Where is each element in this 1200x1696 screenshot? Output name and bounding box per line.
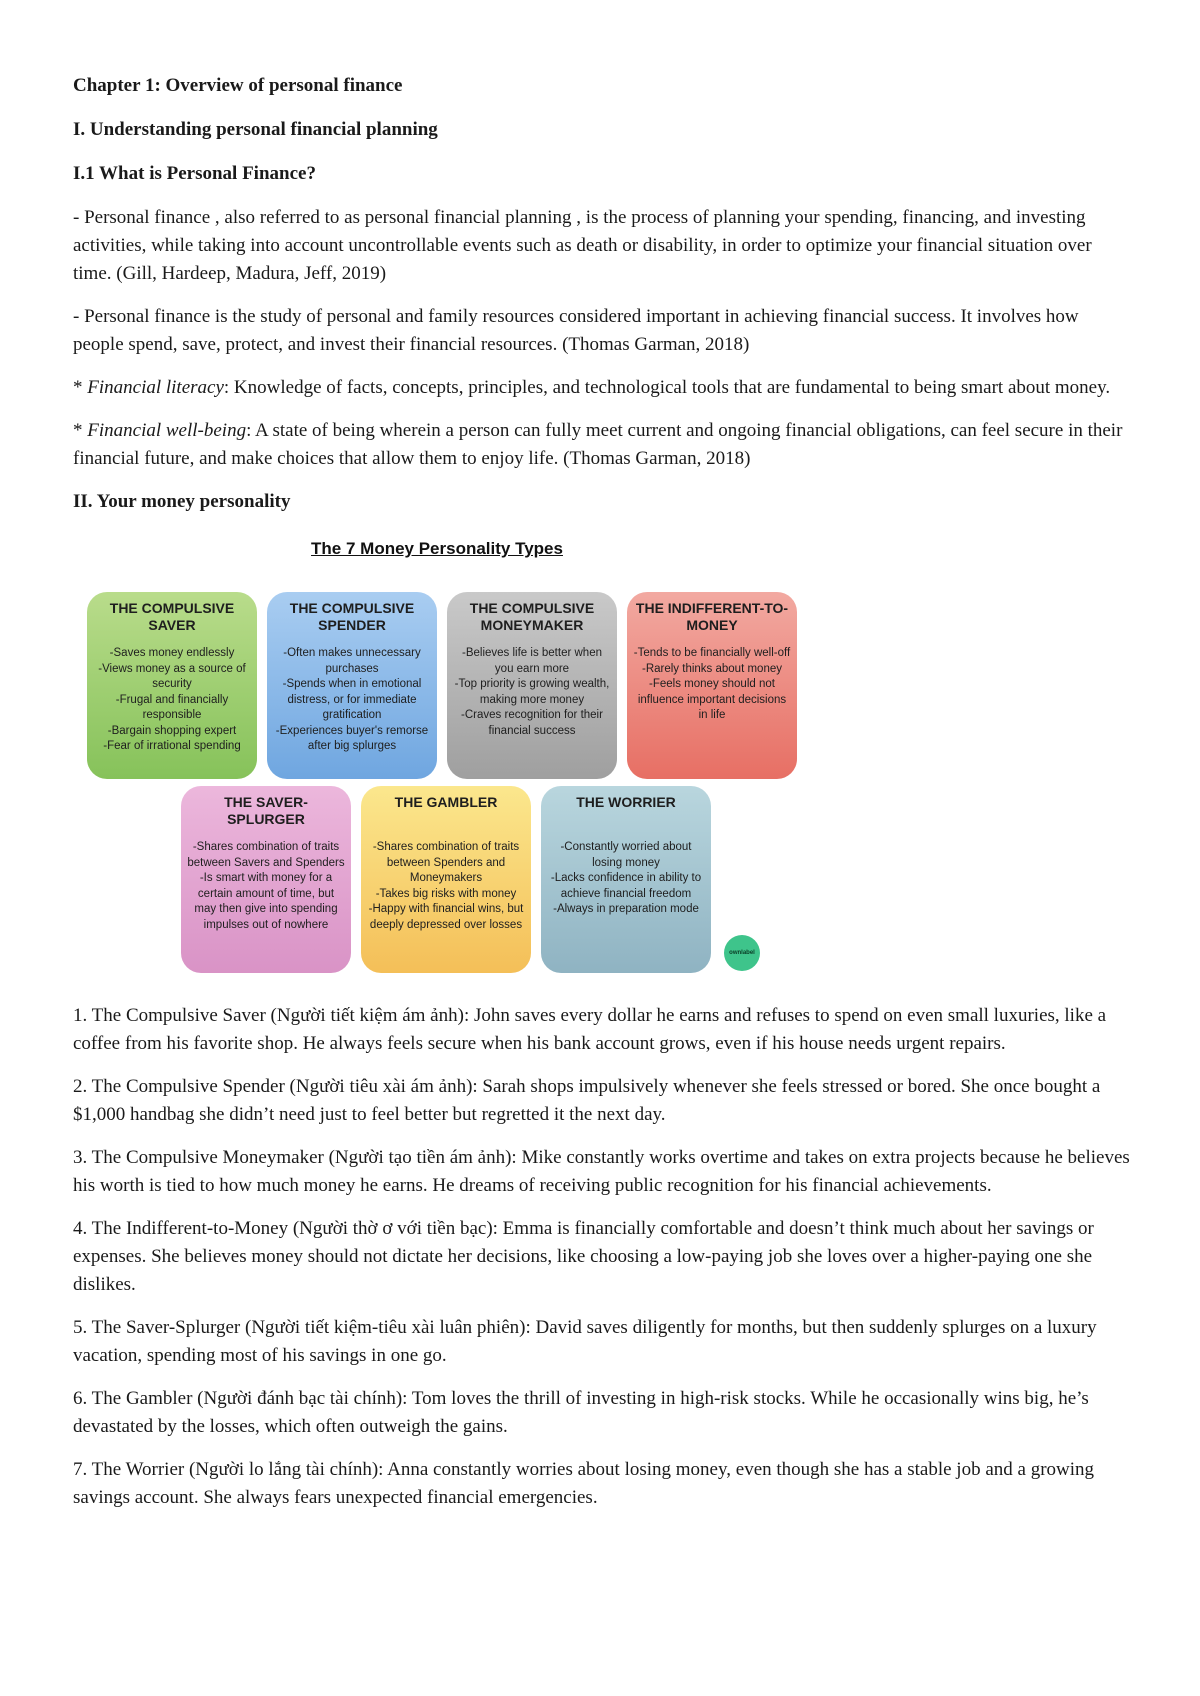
card-body — [633, 646, 791, 724]
card-body — [547, 840, 705, 918]
card-line: -Experiences buyer's remorse after big splurges — [275, 724, 429, 752]
card-compulsive-spender — [267, 592, 437, 779]
card-title: THE COMPULSIVE SPENDER — [289, 600, 415, 633]
card-body — [453, 646, 611, 739]
card-compulsive-saver — [87, 592, 257, 779]
card-line: -Rarely thinks about money — [642, 662, 782, 675]
financial-wellbeing-term: Financial well-being — [87, 420, 247, 441]
card-title: THE INDIFFERENT-TO-MONEY — [635, 600, 789, 633]
card-worrier — [541, 786, 711, 973]
section-title-2: II. Your money personality — [73, 491, 291, 512]
bullet-prefix: * — [73, 420, 88, 441]
card-line: -Shares combination of traits between Spenders and Moneymakers — [372, 841, 520, 884]
card-line: -Constantly worried about losing money — [560, 841, 692, 869]
financial-wellbeing-text: : A state of being wherein a person can fully meet current and ongoing financial obligations, can feel secure in their financial future, and make choices that allow them to enjoy life. (Thomas Garman, 2018) — [73, 420, 1123, 469]
card-line: -Happy with financial wins, but deeply depressed over losses — [368, 903, 524, 931]
bullet-prefix: * — [73, 377, 88, 398]
card-title: THE GAMBLER — [394, 794, 498, 810]
card-line: -Always in preparation mode — [553, 903, 699, 915]
source-badge: ownlabel — [724, 935, 760, 971]
example-compulsive-moneymaker: 3. The Compulsive Moneymaker (Người tạo tiền ám ảnh): Mike constantly works overtime and takes on extra projects because he believes his worth is tied to how much money he earns. He dreams of receiving public recognition for his financial achievements. — [73, 1147, 1130, 1196]
example-compulsive-spender: 2. The Compulsive Spender (Người tiêu xài ám ảnh): Sarah shops impulsively whenever she feels stressed or bored. She once bought a $1,000 handbag she didn’t need just to feel better but regretted it the next day. — [73, 1076, 1101, 1125]
definition-paragraph-2: - Personal finance is the study of personal and family resources considered important in achieving financial success. It involves how people spend, save, protect, and invest their financial resources. (Thomas Garman, 2018) — [73, 306, 1079, 355]
example-gambler: 6. The Gambler (Người đánh bạc tài chính): Tom loves the thrill of investing in high-risk stocks. While he occasionally wins big, he’s devastated by the losses, which often outweigh the gains. — [73, 1388, 1089, 1437]
example-indifferent-to-money: 4. The Indifferent-to-Money (Người thờ ơ với tiền bạc): Emma is financially comfortable and doesn’t think much about her savings or expenses. She believes money should not dictate her decisions, like choosing a low-paying job she loves over a higher-paying one she dislikes. — [73, 1218, 1094, 1295]
card-line: -Lacks confidence in ability to achieve financial freedom — [550, 872, 702, 900]
example-compulsive-saver: 1. The Compulsive Saver (Người tiết kiệm ám ảnh): John saves every dollar he earns and refuses to spend on even small luxuries, like a coffee from his favorite shop. He always feels secure when his bank account grows, even if his house needs urgent repairs. — [73, 1005, 1107, 1054]
card-title: THE COMPULSIVE SAVER — [109, 600, 235, 633]
card-line: -Shares combination of traits between Savers and Spenders — [187, 841, 345, 869]
card-body — [187, 840, 345, 933]
card-line: -Tends to be financially well-off — [633, 647, 791, 659]
subsection-title-1-1: I.1 What is Personal Finance? — [73, 163, 316, 184]
card-body — [93, 646, 251, 755]
financial-literacy-term: Financial literacy — [87, 377, 224, 398]
card-line: -Fear of irrational spending — [103, 740, 241, 752]
chapter-title: Chapter 1: Overview of personal finance — [73, 75, 403, 96]
financial-literacy-paragraph — [73, 374, 1133, 402]
card-line: -Takes big risks with money — [375, 887, 517, 900]
card-line: -Views money as a source of security — [98, 662, 246, 690]
card-line: -Often makes unnecessary purchases — [283, 647, 421, 675]
example-saver-splurger: 5. The Saver-Splurger (Người tiết kiệm-tiêu xài luân phiên): David saves diligently for months, but then suddenly splurges on a luxury vacation, spending most of his savings in one go. — [73, 1317, 1097, 1366]
card-title: THE SAVER-SPLURGER — [224, 794, 308, 827]
card-body — [273, 646, 431, 755]
card-line: -Spends when in emotional distress, or for immediate gratification — [282, 678, 422, 721]
card-line: -Believes life is better when you earn more — [462, 647, 602, 675]
example-worrier: 7. The Worrier (Người lo lắng tài chính): Anna constantly worries about losing money, even though she has a stable job and a growing savings account. She always fears unexpected financial emergencies. — [73, 1459, 1095, 1508]
card-saver-splurger — [181, 786, 351, 973]
financial-literacy-text: : Knowledge of facts, concepts, principles, and technological tools that are fundamental to being smart about money. — [223, 377, 1111, 398]
card-line: -Is smart with money for a certain amount of time, but may then give into spending impulses out of nowhere — [194, 872, 338, 931]
card-line: -Feels money should not influence important decisions in life — [637, 678, 787, 721]
card-title: THE COMPULSIVE MONEYMAKER — [469, 600, 595, 633]
definition-paragraph-1: - Personal finance , also referred to as personal financial planning , is the process of planning your spending, financing, and investing activities, while taking into account uncontrollable events such as death or disability, in order to optimize your financial situation over time. (Gill, Hardeep, Madura, Jeff, 2019) — [73, 207, 1092, 284]
card-line: -Frugal and financially responsible — [115, 693, 229, 721]
card-body — [367, 840, 525, 933]
section-title-1: I. Understanding personal financial planning — [73, 119, 438, 140]
money-personality-infographic — [87, 532, 807, 980]
card-line: -Bargain shopping expert — [107, 724, 237, 737]
infographic-title: The 7 Money Personality Types — [311, 539, 563, 558]
card-line: -Top priority is growing wealth, making more money — [454, 678, 610, 706]
card-gambler — [361, 786, 531, 973]
financial-wellbeing-paragraph — [73, 417, 1133, 473]
document-body — [73, 72, 1133, 1527]
card-title: THE WORRIER — [576, 794, 676, 810]
card-indifferent-to-money — [627, 592, 797, 779]
card-line: -Saves money endlessly — [109, 647, 235, 659]
card-line: -Craves recognition for their financial success — [461, 709, 603, 737]
card-compulsive-moneymaker — [447, 592, 617, 779]
